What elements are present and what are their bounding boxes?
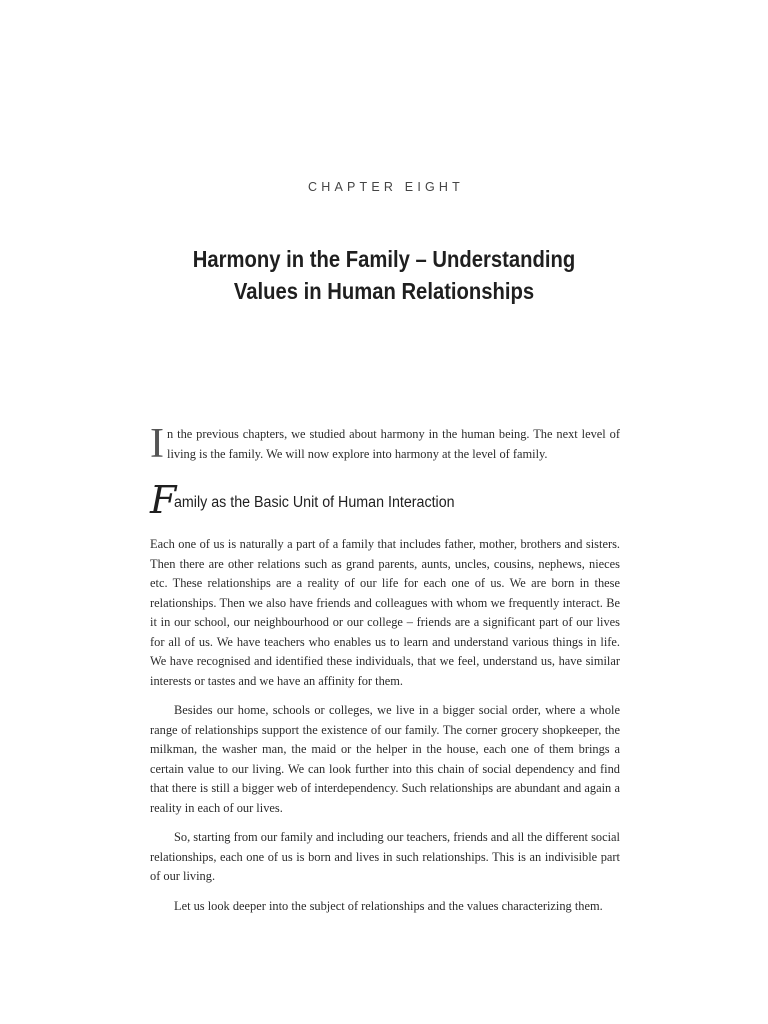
drop-cap: I	[150, 421, 164, 467]
paragraph-4: Let us look deeper into the subject of relationships and the values characterizing them.	[174, 898, 603, 913]
paragraph-1: Each one of us is naturally a part of a family that includes father, mother, brothers and sisters. Then there are other relations such as grand parents, aunts, uncles, cousins, nephews, nieces etc. These relationships are a reality of our life for each one of us. We are born in these relationships. Then we also have friends and colleagues with whom we frequently interact. Be it in our school, our neighbourhood or our college – friends are a significant part of our lives for all of us. We have teachers who enables us to learn and understand various things in life. We have recognised and identified these individuals, that we feel, understand us, have similar interests or tastes and we have an affinity for them.	[150, 537, 620, 688]
chapter-title-line-1: Harmony in the Family – Understanding	[192, 246, 576, 272]
body-text	[150, 535, 620, 926]
section-heading-initial: F	[150, 478, 177, 522]
chapter-title	[134, 243, 634, 307]
intro-text: n the previous chapters, we studied about harmony in the human being. The next level of living is the family. We will now explore into harmony at the level of family.	[167, 427, 620, 461]
chapter-title-line-2: Values in Human Relationships	[233, 278, 535, 304]
paragraph-3: So, starting from our family and including our teachers, friends and all the different social relationships, each one of us is born and lives in such relationships. This is an indivisible part of our living.	[150, 830, 620, 883]
paragraph-2: Besides our home, schools or colleges, we live in a bigger social order, where a whole range of relationships support the existence of our family. The corner grocery shopkeeper, the milkman, the washer man, the maid or the helper in the house, each one of them brings a certain value to our living. We can look further into this chain of social dependency and find that there is still a bigger web of interdependency. Such relationships are abundant and again a reality in each of our lives.	[150, 703, 620, 815]
section-heading-text: amily as the Basic Unit of Human Interaction	[174, 494, 455, 511]
section-heading	[150, 480, 620, 520]
chapter-label: CHAPTER EIGHT	[308, 180, 464, 194]
intro-paragraph	[150, 421, 620, 467]
